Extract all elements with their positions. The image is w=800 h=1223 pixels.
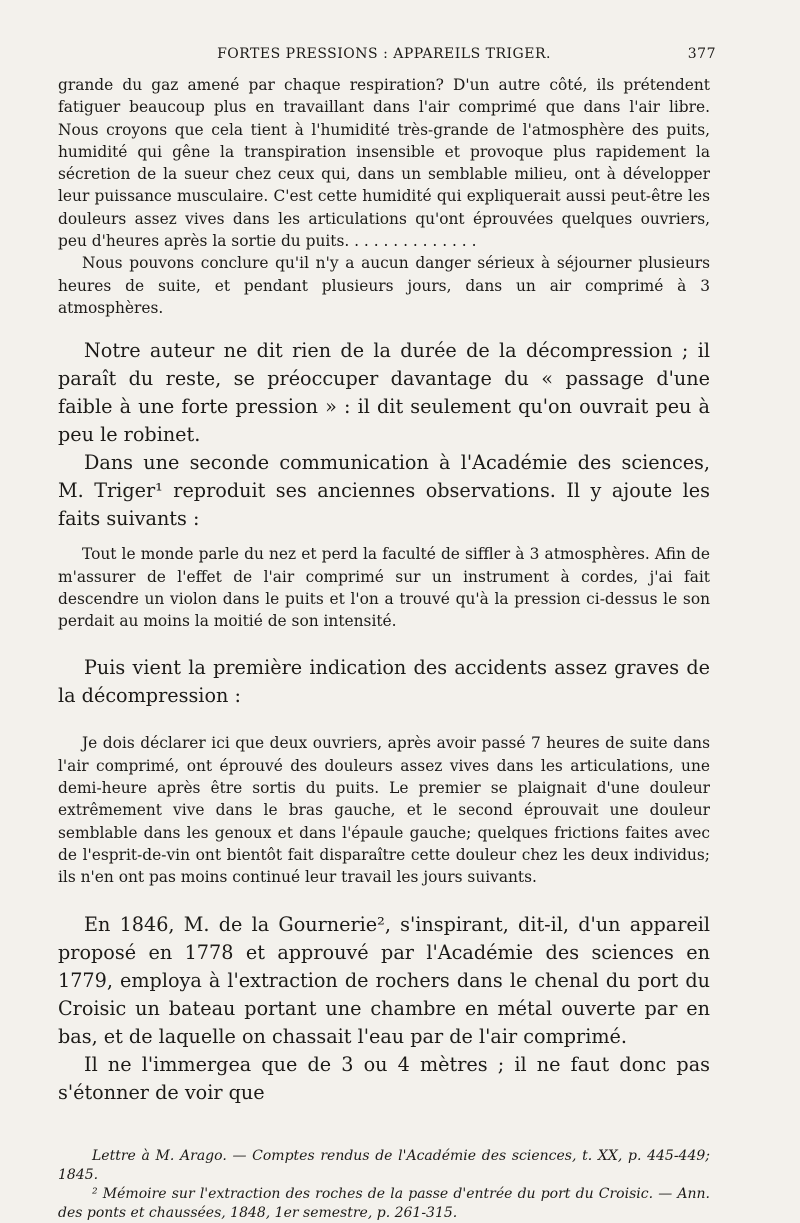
quote-paragraph: Nous pouvons conclure qu'il n'y a aucun danger sérieux à séjourner plusieurs heures de suite, et pendant plusieurs jours, dans un air comprimé à 3 atmosphères.	[58, 254, 710, 317]
body-paragraph: Dans une seconde communication à l'Académie des sciences, M. Triger¹ reproduit ses anciennes observations. Il y ajoute les faits suivants :	[58, 451, 710, 531]
footnote: Lettre à M. Arago. — Comptes rendus de l'Académie des sciences, t. XX, p. 445-449; 1845.	[58, 1147, 710, 1183]
body-paragraph: Puis vient la première indication des accidents assez graves de la décompression :	[58, 656, 710, 708]
quote-paragraph: Je dois déclarer ici que deux ouvriers, après avoir passé 7 heures de suite dans l'air comprimé, ont éprouvé des douleurs assez vives dans les articulations, une demi-heure après être sortis du puits. Le premier se plaignait d'une douleur extrêmement vive dans le bras gauche, et le second éprouvait une douleur semblable dans les genoux et dans l'épaule gauche; quelques frictions faites avec de l'esprit-de-vin ont bientôt fait disparaître cette douleur chez les deux individus; ils n'en ont pas moins continué leur travail les jours suivants.	[58, 734, 710, 887]
quote-paragraph: grande du gaz amené par chaque respiration? D'un autre côté, ils prétendent fatiguer beaucoup plus en travaillant dans l'air comprimé que dans l'air libre. Nous croyons que cela tient à l'humidité très-grande de l'atmosphère des puits, humidité qui gêne la transpiration insensible et provoque plus rapidement la sécretion de la sueur chez ceux qui, dans un semblable milieu, ont à développer leur puissance musculaire. C'est cette humidité qui expliquerait aussi peut-être les douleurs assez vives dans les articulations qu'ont éprouvées quelques ouvriers, peu d'heures après la sortie du puits. . . . . . . . . . . . . .	[58, 76, 710, 251]
running-title: FORTES PRESSIONS : APPAREILS TRIGER.	[217, 46, 551, 62]
quote-paragraph: Tout le monde parle du nez et perd la faculté de siffler à 3 atmosphères. Afin de m'assurer de l'effet de l'air comprimé sur un instrument à cordes, j'ai fait descendre un violon dans le puits et l'on a trouvé qu'à la pression ci-dessus le son perdait au moins la moitié de son intensité.	[58, 545, 710, 631]
body-paragraph: En 1846, M. de la Gournerie², s'inspirant, dit-il, d'un appareil proposé en 1778 et approuvé par l'Académie des sciences en 1779, employa à l'extraction de rochers dans le chenal du port du Croisic un bateau portant une chambre en métal ouverte par en bas, et de laquelle on chassait l'eau par de l'air comprimé.	[58, 912, 710, 1048]
footnotes	[58, 1147, 710, 1223]
body-paragraph: Notre auteur ne dit rien de la durée de la décompression ; il paraît du reste, se préoccuper davantage du « passage d'une faible à une forte pression » : il dit seulement qu'on ouvrait peu à peu le robinet.	[58, 339, 710, 447]
footnote: ² Mémoire sur l'extraction des roches de la passe d'entrée du port du Croisic. — Ann. des ponts et chaussées, 1848, 1er semestre, p. 261-315.	[58, 1185, 710, 1221]
book-page	[58, 44, 716, 1223]
body-paragraph: Il ne l'immergea que de 3 ou 4 mètres ; il ne faut donc pas s'étonner de voir que	[58, 1052, 710, 1104]
page-number: 377	[687, 46, 716, 62]
page-header	[58, 44, 716, 74]
